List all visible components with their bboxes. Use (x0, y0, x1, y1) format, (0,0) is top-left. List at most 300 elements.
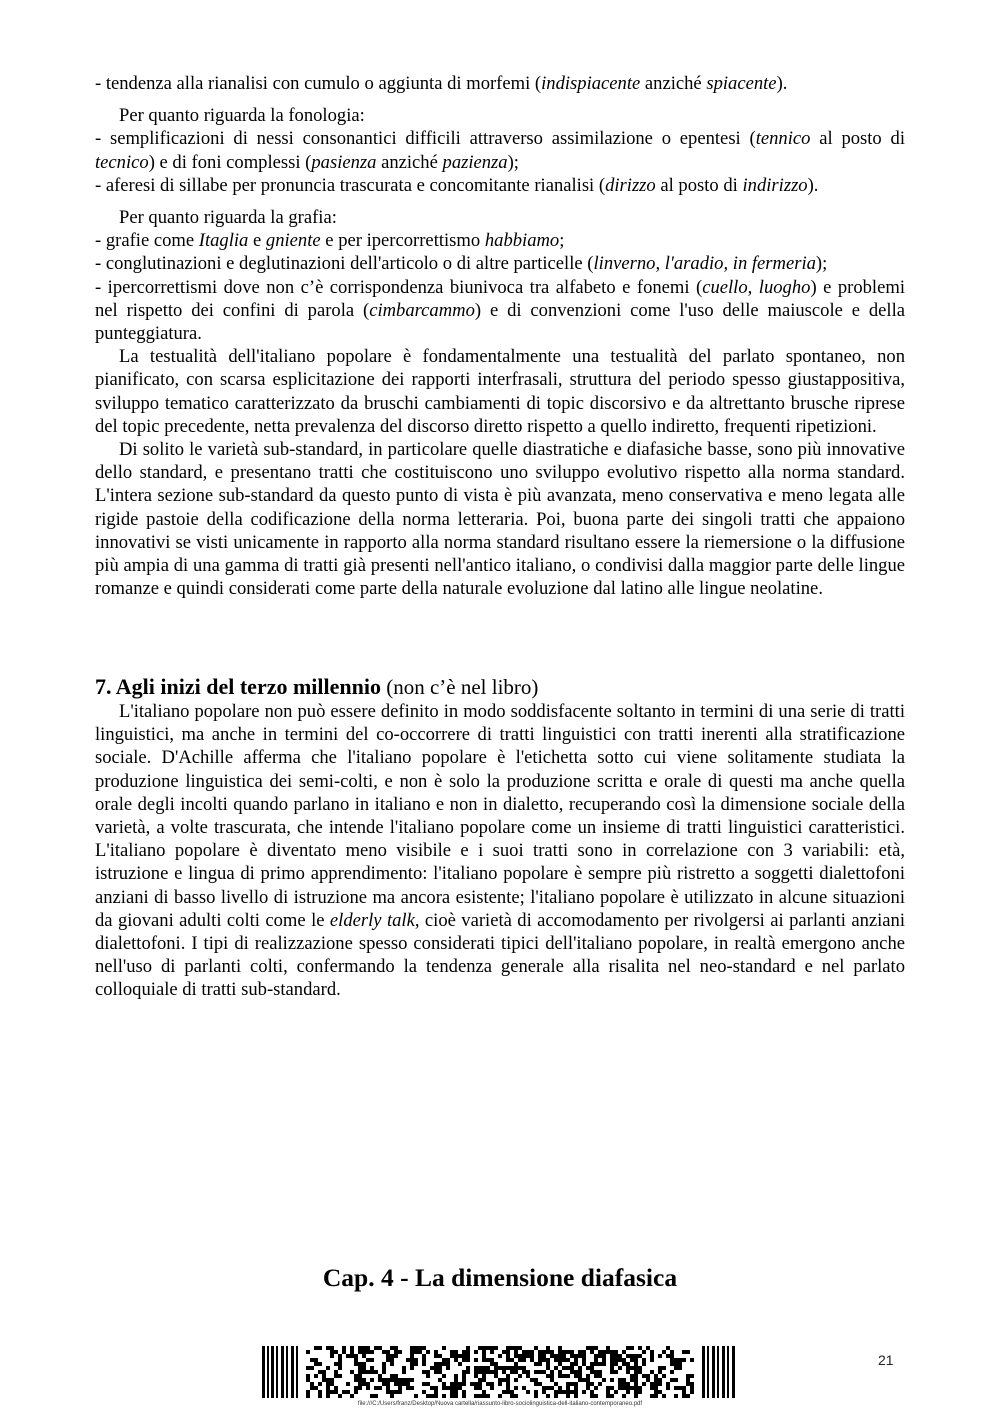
barcode-module (442, 1362, 446, 1366)
barcode-module (502, 1390, 506, 1394)
barcode-module (638, 1386, 642, 1390)
barcode-module (682, 1394, 686, 1398)
barcode-module (382, 1350, 386, 1354)
barcode-module (482, 1394, 486, 1398)
barcode-module (594, 1346, 598, 1350)
barcode-module (338, 1354, 342, 1358)
barcode-module (406, 1378, 410, 1382)
barcode-module (682, 1358, 686, 1362)
body-text-top (95, 72, 905, 600)
text-run: ) e di foni complessi ( (148, 151, 312, 173)
barcode-module (362, 1354, 366, 1358)
barcode-module (586, 1374, 590, 1378)
barcode-module (654, 1386, 658, 1390)
barcode-module (514, 1366, 518, 1370)
barcode-module (442, 1386, 446, 1390)
barcode-module (386, 1358, 390, 1362)
barcode-module (554, 1354, 558, 1358)
barcode-module (378, 1386, 382, 1390)
barcode-module (634, 1354, 638, 1358)
barcode-module (374, 1386, 378, 1390)
barcode-module (398, 1350, 402, 1354)
spelling-item (95, 229, 905, 252)
barcode-module (634, 1386, 638, 1390)
barcode-module (330, 1382, 334, 1386)
barcode-module (662, 1350, 666, 1354)
barcode-module (306, 1374, 310, 1378)
barcode-module (486, 1382, 490, 1386)
barcode-module (590, 1346, 594, 1350)
barcode-module (486, 1366, 490, 1370)
barcode-module (514, 1370, 518, 1374)
barcode-module (510, 1390, 514, 1394)
barcode-module (382, 1366, 386, 1370)
file-path: file:///C:/Users/franz/Desktop/Nuova cartella/riassunto-libro-sociolinguistica-dell-italiano-contemporaneo.pdf (357, 1401, 643, 1407)
barcode-module (314, 1358, 318, 1362)
barcode-module (490, 1370, 494, 1374)
barcode-module (550, 1354, 554, 1358)
barcode-module (594, 1358, 598, 1362)
barcode-module (622, 1382, 626, 1386)
barcode-module (626, 1382, 630, 1386)
text-run: - grafie come (95, 230, 199, 252)
barcode-module (434, 1350, 438, 1354)
barcode-module (542, 1386, 546, 1390)
spelling-intro: Per quanto riguarda la grafia: (119, 207, 337, 229)
example-word: pasienza (311, 151, 377, 173)
barcode-module (366, 1370, 370, 1374)
barcode-module (494, 1374, 498, 1378)
barcode-module (326, 1366, 330, 1370)
barcode-module (498, 1394, 502, 1398)
barcode-module (626, 1370, 630, 1374)
barcode-module (410, 1386, 414, 1390)
barcode-module (342, 1350, 346, 1354)
barcode-module (498, 1354, 502, 1358)
barcode-module (442, 1358, 446, 1362)
phonology-intro: Per quanto riguarda la fonologia: (119, 105, 365, 127)
barcode-module (422, 1370, 426, 1374)
barcode-module (586, 1346, 590, 1350)
barcode-module (550, 1350, 554, 1354)
barcode-module (574, 1394, 578, 1398)
barcode-module (626, 1386, 630, 1390)
barcode-module (482, 1390, 486, 1394)
barcode-module (390, 1390, 394, 1394)
barcode-module (410, 1354, 414, 1358)
barcode-module (454, 1382, 458, 1386)
barcode-module (634, 1394, 638, 1398)
barcode-module (658, 1378, 662, 1382)
barcode-module (398, 1390, 402, 1394)
barcode-module (470, 1382, 474, 1386)
barcode-module (574, 1382, 578, 1386)
barcode-module (398, 1382, 402, 1386)
text-run: al posto di (810, 128, 905, 150)
text-run: ). (776, 73, 788, 94)
barcode-module (602, 1354, 606, 1358)
barcode-module (338, 1374, 342, 1378)
barcode-module (594, 1394, 598, 1398)
barcode-module (542, 1354, 546, 1358)
barcode-module (454, 1358, 458, 1362)
barcode-module (442, 1382, 446, 1386)
barcode-module (410, 1346, 414, 1350)
barcode-module (558, 1354, 562, 1358)
barcode-module (626, 1366, 630, 1370)
barcode-module (506, 1350, 510, 1354)
barcode-module (322, 1370, 326, 1374)
barcode-module (458, 1382, 462, 1386)
barcode-module (662, 1374, 666, 1378)
barcode-module (594, 1362, 598, 1366)
barcode-module (498, 1366, 502, 1370)
barcode-module (358, 1366, 362, 1370)
barcode-module (602, 1378, 606, 1382)
barcode-module (490, 1362, 494, 1366)
barcode-module (658, 1382, 662, 1386)
barcode-module (390, 1346, 394, 1350)
barcode-module (630, 1366, 634, 1370)
barcode-module (406, 1382, 410, 1386)
barcode-module (482, 1358, 486, 1362)
barcode-module (482, 1354, 486, 1358)
barcode-module (582, 1390, 586, 1394)
barcode-module (582, 1362, 586, 1366)
barcode-module (398, 1386, 402, 1390)
barcode-module (646, 1346, 650, 1350)
barcode-module (426, 1374, 430, 1378)
barcode-module (662, 1366, 666, 1370)
barcode-module (626, 1354, 630, 1358)
barcode-module (394, 1382, 398, 1386)
barcode-module (434, 1362, 438, 1366)
barcode-module (462, 1374, 466, 1378)
barcode-module (434, 1366, 438, 1370)
barcode-module (394, 1350, 398, 1354)
barcode-module (562, 1390, 566, 1394)
barcode-module (530, 1378, 534, 1382)
barcode-module (678, 1386, 682, 1390)
barcode-module (566, 1394, 570, 1398)
barcode-module (526, 1350, 530, 1354)
barcode-module (510, 1366, 514, 1370)
barcode-module (538, 1362, 542, 1366)
barcode-module (727, 1346, 729, 1398)
barcode-module (306, 1378, 310, 1382)
barcode-module (366, 1350, 370, 1354)
example-word: indispiacente (541, 73, 641, 94)
barcode-module (586, 1382, 590, 1386)
barcode-module (658, 1366, 662, 1370)
barcode-module (342, 1390, 346, 1394)
barcode-module (558, 1386, 562, 1390)
barcode-module (506, 1374, 510, 1378)
barcode-module (267, 1346, 269, 1398)
barcode-module (442, 1394, 446, 1398)
barcode-module (622, 1358, 626, 1362)
barcode-module (578, 1370, 582, 1374)
barcode-module (402, 1378, 406, 1382)
barcode-module (314, 1346, 318, 1350)
barcode-module (558, 1370, 562, 1374)
barcode-module (286, 1346, 288, 1398)
barcode-module (578, 1350, 582, 1354)
barcode-module (554, 1390, 558, 1394)
barcode-module (466, 1370, 470, 1374)
barcode-module (526, 1390, 530, 1394)
barcode-module (642, 1382, 646, 1386)
barcode-module (414, 1350, 418, 1354)
barcode-module (590, 1350, 594, 1354)
barcode-module (318, 1370, 322, 1374)
barcode-module (570, 1354, 574, 1358)
barcode-module (534, 1346, 538, 1350)
barcode-module (502, 1378, 506, 1382)
barcode-module (318, 1390, 322, 1394)
barcode-module (674, 1394, 678, 1398)
barcode-module (518, 1346, 522, 1350)
barcode-module (678, 1358, 682, 1362)
barcode-module (334, 1374, 338, 1378)
barcode-module (542, 1370, 546, 1374)
barcode-module (550, 1370, 554, 1374)
barcode-module (394, 1346, 398, 1350)
barcode-module (630, 1346, 634, 1350)
barcode-module (538, 1370, 542, 1374)
barcode-module (598, 1382, 602, 1386)
barcode-module (562, 1366, 566, 1370)
text-run: - aferesi di sillabe per pronuncia trascurata e concomitante rianalisi ( (95, 174, 606, 196)
text-run: ); (815, 253, 828, 275)
barcode-module (378, 1378, 382, 1382)
barcode-module (486, 1370, 490, 1374)
barcode-module (386, 1386, 390, 1390)
barcode-module (558, 1358, 562, 1362)
barcode-module (350, 1370, 354, 1374)
barcode-module (322, 1378, 326, 1382)
barcode-module (578, 1374, 582, 1378)
barcode-module (622, 1378, 626, 1382)
barcode-module (318, 1362, 322, 1366)
barcode-module (326, 1382, 330, 1386)
example-word: indirizzo (742, 174, 808, 196)
barcode-module (590, 1362, 594, 1366)
barcode-module (538, 1354, 542, 1358)
barcode-module (338, 1362, 342, 1366)
barcode-module (394, 1374, 398, 1378)
barcode-module (422, 1390, 426, 1394)
barcode-module (410, 1350, 414, 1354)
barcode-module (414, 1346, 418, 1350)
barcode-module (506, 1366, 510, 1370)
barcode-module (610, 1354, 614, 1358)
barcode-module (334, 1390, 338, 1394)
barcode-module (498, 1382, 502, 1386)
barcode-module (690, 1374, 694, 1378)
barcode-module (574, 1386, 578, 1390)
barcode-module (314, 1386, 318, 1390)
paragraph-substandard: Di solito le varietà sub-standard, in particolare quelle diastratiche e diafasiche basse, sono più innovative dello standard, e presentano tratti che costituiscono uno sviluppo evolutivo rispetto alla norma standard. L'intera sezione sub-standard da questo punto di vista è più avanzata, meno conservativa e meno legata alle rigide pastoie della codificazione della norma letteraria. Poi, buona parte dei singoli tratti che appaiono innovativi se visti unicamente in rapporto alla norma standard risultano essere la riemersione o la diffusione più ampia di una gamma di tratti già presenti nell'antico italiano, o condivisi dalla maggior parte delle lingue romanze e quindi considerati come parte della naturale evoluzione dal latino alle lingue neolatine. (95, 439, 905, 600)
barcode-module (510, 1370, 514, 1374)
barcode-module (674, 1366, 678, 1370)
barcode-module (450, 1394, 454, 1398)
barcode-module (486, 1358, 490, 1362)
barcode-module (610, 1350, 614, 1354)
barcode-module (390, 1394, 394, 1398)
barcode-module (346, 1354, 350, 1358)
barcode-module (326, 1390, 330, 1394)
barcode-module (666, 1346, 670, 1350)
barcode-module (326, 1394, 330, 1398)
barcode-module (276, 1346, 278, 1398)
barcode-module (450, 1390, 454, 1394)
barcode-module (666, 1382, 670, 1386)
barcode-module (506, 1378, 510, 1382)
barcode-module (578, 1366, 582, 1370)
barcode-module (542, 1358, 546, 1362)
barcode-module (482, 1374, 486, 1378)
barcode-module (514, 1354, 518, 1358)
barcode-module (386, 1382, 390, 1386)
barcode-module (554, 1382, 558, 1386)
barcode-module (562, 1350, 566, 1354)
barcode-module (610, 1394, 614, 1398)
barcode-module (546, 1362, 550, 1366)
barcode-module (458, 1354, 462, 1358)
barcode-module (394, 1390, 398, 1394)
barcode-module (438, 1378, 442, 1382)
barcode-module (526, 1374, 530, 1378)
barcode-module (450, 1354, 454, 1358)
barcode-module (386, 1354, 390, 1358)
barcode-module (398, 1378, 402, 1382)
barcode-module (658, 1390, 662, 1394)
barcode-module (478, 1370, 482, 1374)
barcode-module (566, 1386, 570, 1390)
barcode-module (434, 1394, 438, 1398)
barcode-module (390, 1378, 394, 1382)
barcode-module (530, 1354, 534, 1358)
barcode-module (354, 1362, 358, 1366)
barcode-module (370, 1370, 374, 1374)
barcode-module (626, 1362, 630, 1366)
barcode-module (378, 1374, 382, 1378)
barcode-module (722, 1346, 725, 1398)
barcode-module (594, 1386, 598, 1390)
barcode-module (610, 1370, 614, 1374)
barcode-module (562, 1374, 566, 1378)
barcode-module (570, 1390, 574, 1394)
barcode-module (478, 1382, 482, 1386)
barcode-module (566, 1358, 570, 1362)
barcode-module (494, 1346, 498, 1350)
barcode-module (434, 1370, 438, 1374)
barcode-module (466, 1366, 470, 1370)
barcode-module (370, 1358, 374, 1362)
barcode-module (334, 1362, 338, 1366)
barcode-module (330, 1354, 334, 1358)
barcode-module (474, 1350, 478, 1354)
phonology-item (95, 174, 905, 197)
barcode-module (394, 1354, 398, 1358)
example-word: Itaglia (198, 230, 249, 252)
barcode-module (686, 1394, 690, 1398)
barcode-module (422, 1354, 426, 1358)
barcode-module (506, 1386, 510, 1390)
barcode-module (682, 1386, 686, 1390)
barcode-module (558, 1362, 562, 1366)
barcode-module (534, 1362, 538, 1366)
barcode-module (674, 1378, 678, 1382)
barcode-module (318, 1346, 322, 1350)
barcode-module (362, 1346, 366, 1350)
barcode-module (438, 1354, 442, 1358)
barcode-module (542, 1390, 546, 1394)
barcode-module (450, 1386, 454, 1390)
barcode-module (598, 1350, 602, 1354)
barcode-module (558, 1374, 562, 1378)
barcode-module (338, 1366, 342, 1370)
barcode-module (438, 1370, 442, 1374)
barcode-module (546, 1386, 550, 1390)
barcode-module (626, 1390, 630, 1394)
barcode-module (622, 1350, 626, 1354)
barcode-module (586, 1386, 590, 1390)
barcode-module (350, 1394, 354, 1398)
barcode-module (350, 1354, 354, 1358)
barcode-module (506, 1354, 510, 1358)
barcode-module (570, 1362, 574, 1366)
text-run: ; (559, 230, 565, 252)
barcode-module (558, 1390, 562, 1394)
barcode-module (346, 1382, 350, 1386)
barcode-module (634, 1370, 638, 1374)
barcode-module (342, 1346, 346, 1350)
barcode-module (522, 1358, 526, 1362)
barcode-module (622, 1386, 626, 1390)
barcode-module (334, 1370, 338, 1374)
barcode-module (598, 1374, 602, 1378)
barcode-module (582, 1358, 586, 1362)
barcode-module (682, 1350, 686, 1354)
barcode-module (602, 1362, 606, 1366)
barcode-module (454, 1378, 458, 1382)
text-run: ). (807, 174, 819, 196)
barcode-module (518, 1358, 522, 1362)
barcode-module (330, 1378, 334, 1382)
barcode-module (358, 1346, 362, 1350)
barcode-module (634, 1366, 638, 1370)
barcode-module (296, 1346, 298, 1398)
barcode-module (334, 1350, 338, 1354)
barcode-module (446, 1386, 450, 1390)
barcode-module (614, 1390, 618, 1394)
barcode-module (486, 1346, 490, 1350)
barcode-module (602, 1350, 606, 1354)
barcode-module (426, 1382, 430, 1386)
barcode-module (462, 1358, 466, 1362)
barcode-module (634, 1362, 638, 1366)
barcode-module (262, 1346, 265, 1398)
barcode-module (366, 1346, 370, 1350)
barcode-module (502, 1370, 506, 1374)
example-word: elderly talk (329, 909, 415, 931)
barcode-module (310, 1382, 314, 1386)
barcode-module (390, 1358, 394, 1362)
barcode-module (354, 1374, 358, 1378)
barcode-module (366, 1358, 370, 1362)
